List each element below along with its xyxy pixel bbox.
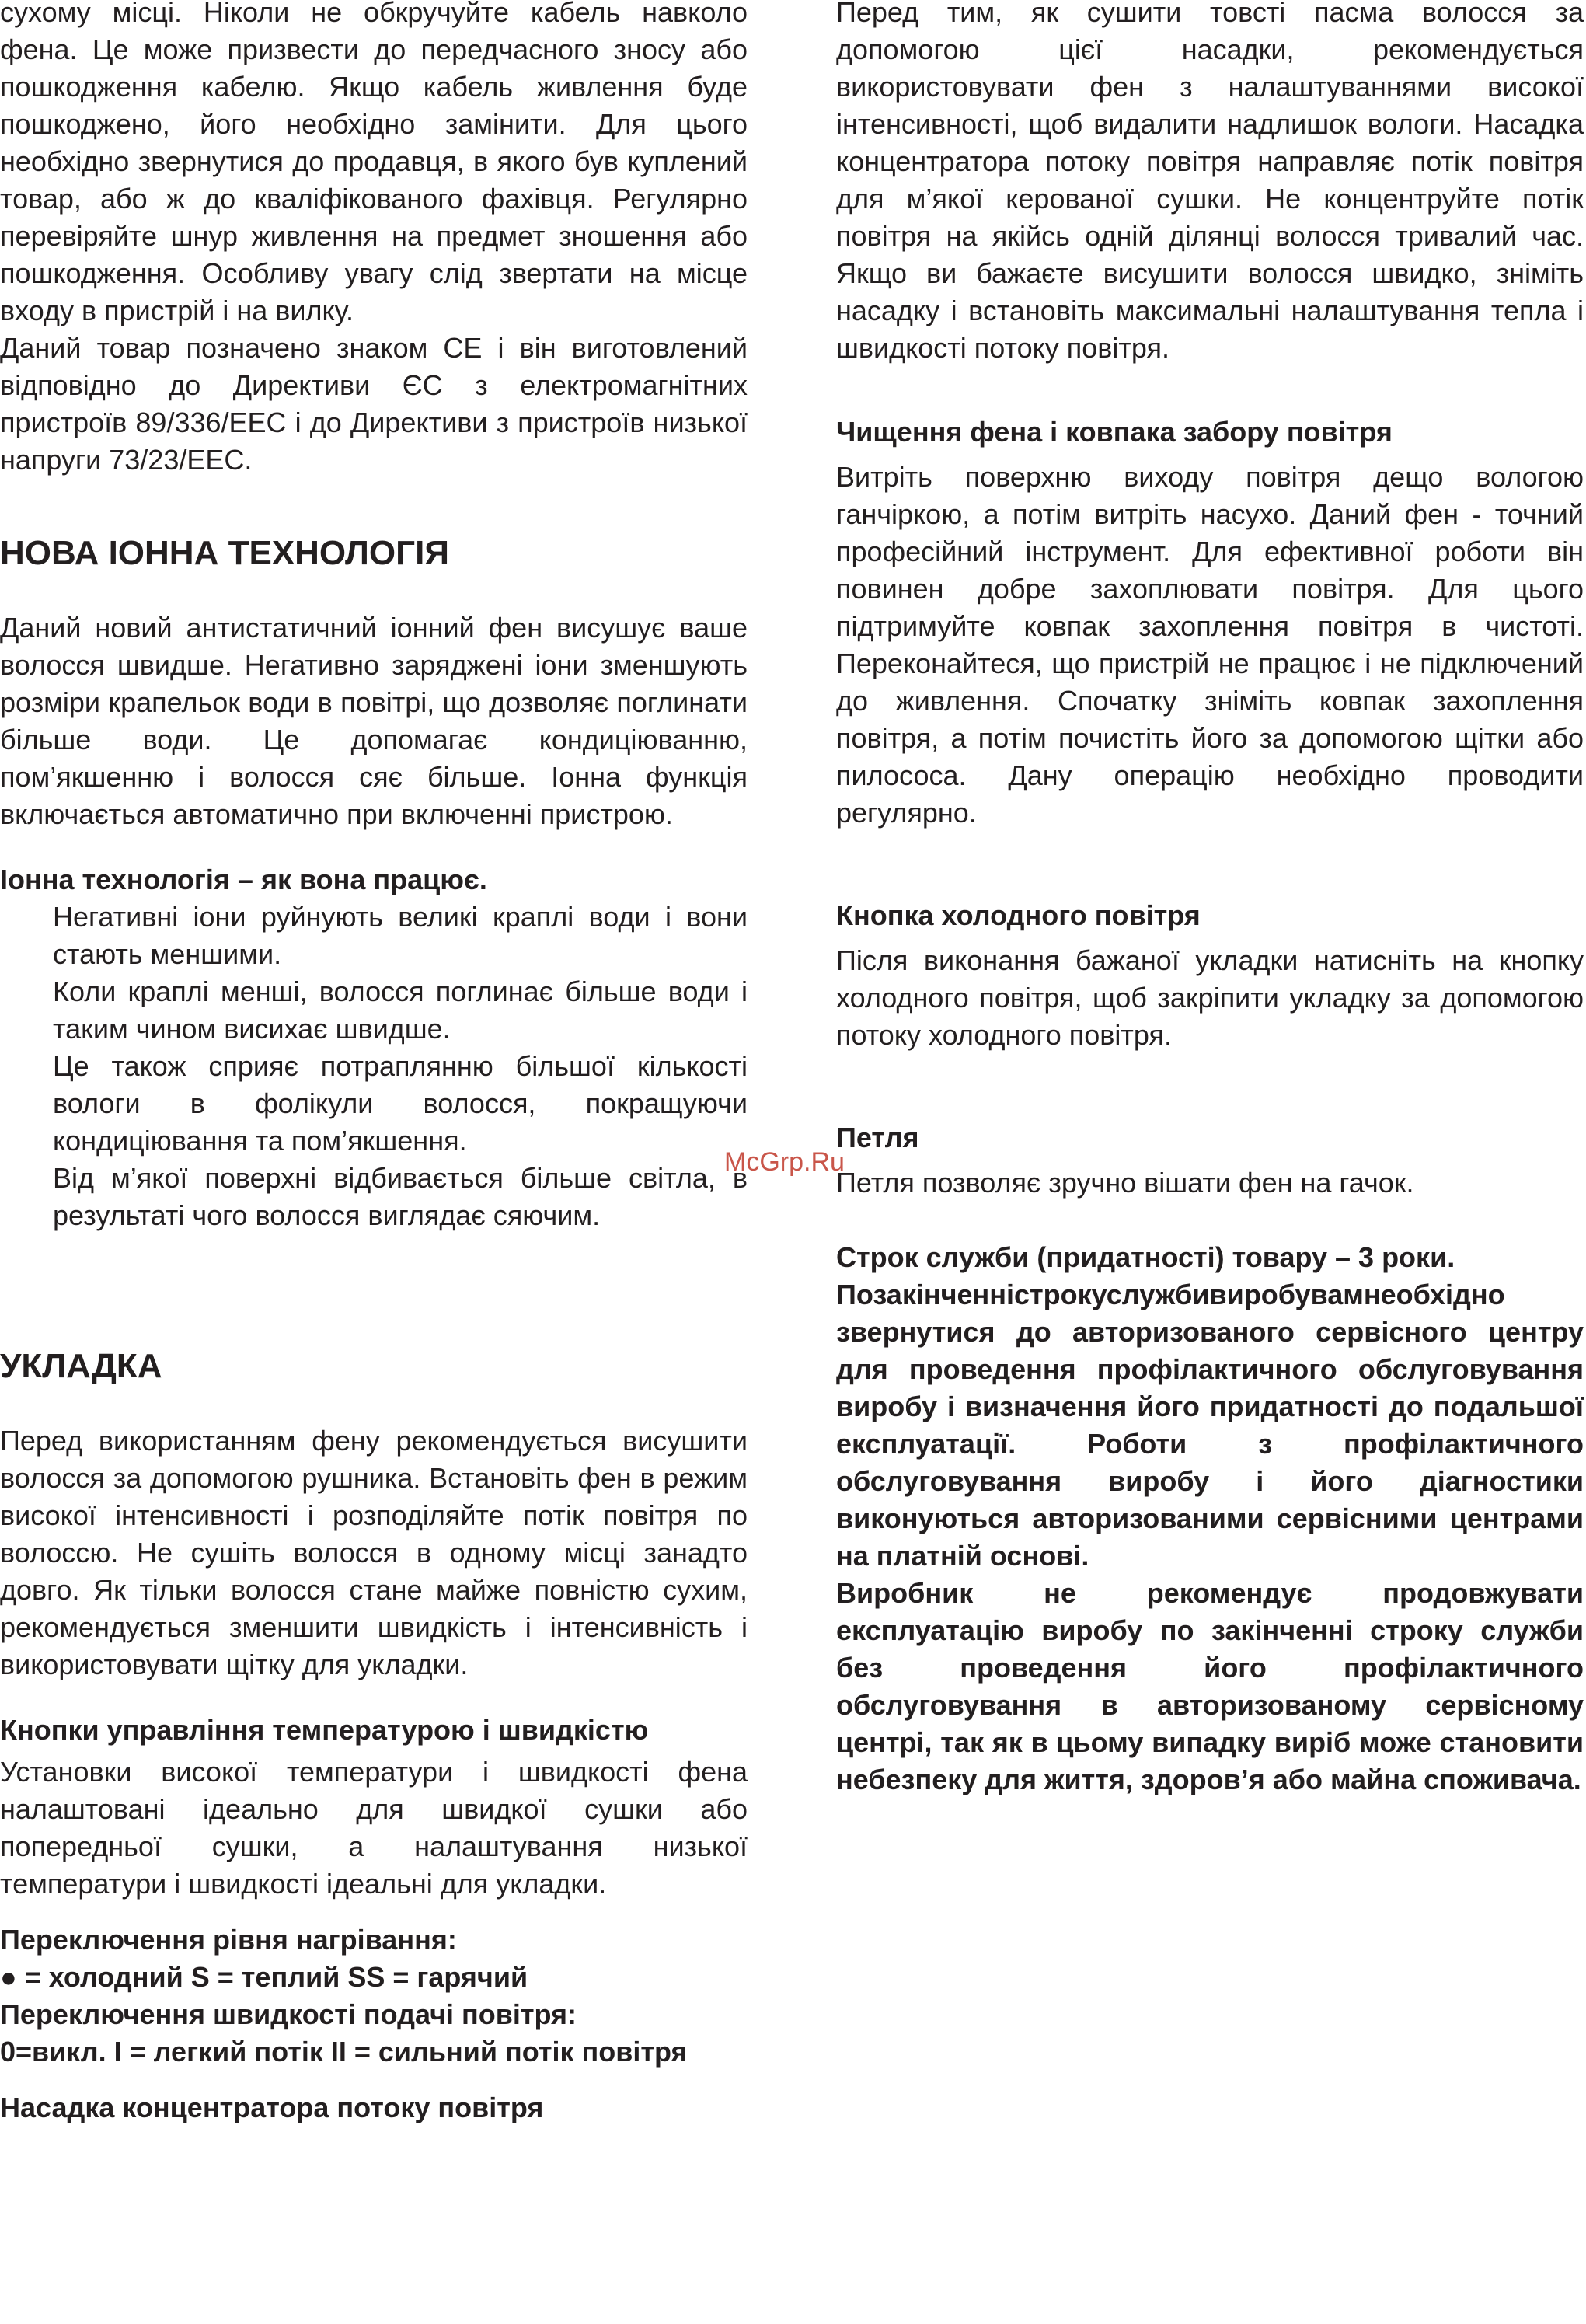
loop-text: Петля позволяє зручно вішати фен на гачок. (836, 1167, 1414, 1199)
nozzle-title: Насадка концентратора потоку повітря (0, 2092, 544, 2123)
cleaning-text: Витріть поверхню виходу повітря дещо вологою ганчіркою, а потім витріть насухо. Даний фен - точний професійний інструмент. Для ефективної роботи він повинен добре захоплювати повітря. Для цього підтримуйте ковпак захоплення повітря в чистоті. Переконайтеся, що пристрій не працює і не підключений до живлення. Спочатку зніміть ковпак захоплення повітря, а потім почистіть його за допомогою щітки або пилососа. Дану операцію необхідно проводити регулярно. (836, 461, 1584, 829)
loop-title: Петля (836, 1122, 919, 1153)
buttons-text: Установки високої температури і швидкості фена налаштовані ідеально для швидкої сушки або попередньої сушки, а налаштування низької температури і швидкості ідеальні для укладки. (0, 1756, 748, 1900)
cold-button-text: Після виконання бажаної укладки натисніть на кнопку холодного повітря, щоб закріпити укладку за допомогою потоку холодного повітря. (836, 944, 1584, 1051)
intro-paragraph-ce: Даний товар позначено знаком CE і він виготовлений відповідно до Директиви ЄС з електромагнітних пристроїв 89/336/EEC і до Директиви з пристроїв низької напруги 73/23/EEC. (0, 332, 748, 476)
left-column (0, 0, 748, 2127)
ion-section-title: НОВА ІОННА ТЕХНОЛОГІЯ (0, 534, 449, 572)
nozzle-text: Перед тим, як сушити товсті пасма волосся за допомогою цієї насадки, рекомендується використовувати фен з налаштуваннями високої інтенсивності, щоб видалити надлишок вологи. Насадка концентратора потоку повітря направляє потік повітря для м’якої керованої сушки. Не концентруйте потік повітря на якійсь одній ділянці волосся тривалий час. Якщо ви бажаєте висушити волосся швидко, зніміть насадку і встановіть максимальні налаштування тепла і швидкості потоку повітря. (836, 0, 1584, 364)
speed-switch-values: 0=викл. I = легкий потік II = сильний потік повітря (0, 2036, 688, 2068)
styling-section-text: Перед використанням фену рекомендується висушити волосся за допомогою рушника. Встановіть фен в режим високої інтенсивності і розподіляйте потік повітря по волоссю. Не сушіть волосся в одному місці занадто довго. Як тільки волосся стане майже повністю сухим, рекомендується зменшити швидкість і інтенсивність і використовувати щітку для укладки. (0, 1425, 748, 1680)
heat-switch-values: ● = холодний S = теплий SS = гарячий (0, 1961, 528, 1993)
list-item: Коли краплі менші, волосся поглинає більше води і таким чином висихає швидше. (53, 975, 748, 1045)
ion-how-list (0, 899, 748, 1234)
list-item: Від м’якої поверхні відбивається більше світла, в результаті чого волосся виглядає сяючим. (53, 1162, 748, 1231)
watermark-text: McGrp.Ru (724, 1147, 845, 1177)
ion-how-title: Іонна технологія – як вона працює. (0, 864, 487, 895)
cold-button-title: Кнопка холодного повітря (836, 899, 1201, 931)
heat-switch-title: Переключення рівня нагрівання: (0, 1924, 457, 1956)
ion-section-text: Даний новий антистатичний іонний фен висушує ваше волосся швидше. Негативно заряджені іони зменшують розміри крапельок води в повітрі, що дозволяє поглинати більше води. Це допомагає кондиціюванню, пом’якшенню і волосся сяє більше. Іонна функція включається автоматично при включенні пристрою. (0, 612, 748, 830)
styling-section-title: УКЛАДКА (0, 1347, 162, 1385)
service-life-text: Позакінченністрокуслужбивиробувамнеобхідно звернутися до авторизованого сервісного центру для проведення профілактичного обслуговування виробу і визначення його придатності до подальшої експлуатації. Роботи з профілактичного обслуговування виробу і його діагностики виконуються авторизованими сервісними центрами на платній основі. (836, 1279, 1584, 1572)
speed-switch-title: Переключення швидкості подачі повітря: (0, 1998, 577, 2030)
list-item: Це також сприяє потраплянню більшої кількості вологи в фолікули волосся, покращуючи кондиціювання та пом’якшення. (53, 1050, 748, 1157)
manufacturer-warning-text: Виробник не рекомендує продовжувати експлуатацію виробу по закінченні строку служби без проведення його профілактичного обслуговування в авторизованому сервісному центрі, так як в цьому випадку виріб може становити небезпеку для життя, здоров’я або майна споживача. (836, 1577, 1584, 1795)
intro-paragraph-cable: сухому місці. Ніколи не обкручуйте кабель навколо фена. Це може призвести до передчасного зносу або пошкодження кабелю. Якщо кабель живлення буде пошкоджено, його необхідно замінити. Для цього необхідно звернутися до продавця, в якого був куплений товар, або ж до кваліфікованого фахівця. Регулярно перевіряйте шнур живлення на предмет зношення або пошкодження. Особливу увагу слід звертати на місце входу в пристрій і на вилку. (0, 0, 748, 326)
list-item: Негативні іони руйнують великі краплі води і вони стають меншими. (53, 901, 748, 970)
buttons-title: Кнопки управління температурою і швидкістю (0, 1714, 649, 1746)
right-column (836, 0, 1584, 1799)
service-life-title: Строк служби (придатності) товару – 3 роки. (836, 1241, 1455, 1273)
cleaning-title: Чищення фена і ковпака забору повітря (836, 416, 1393, 448)
